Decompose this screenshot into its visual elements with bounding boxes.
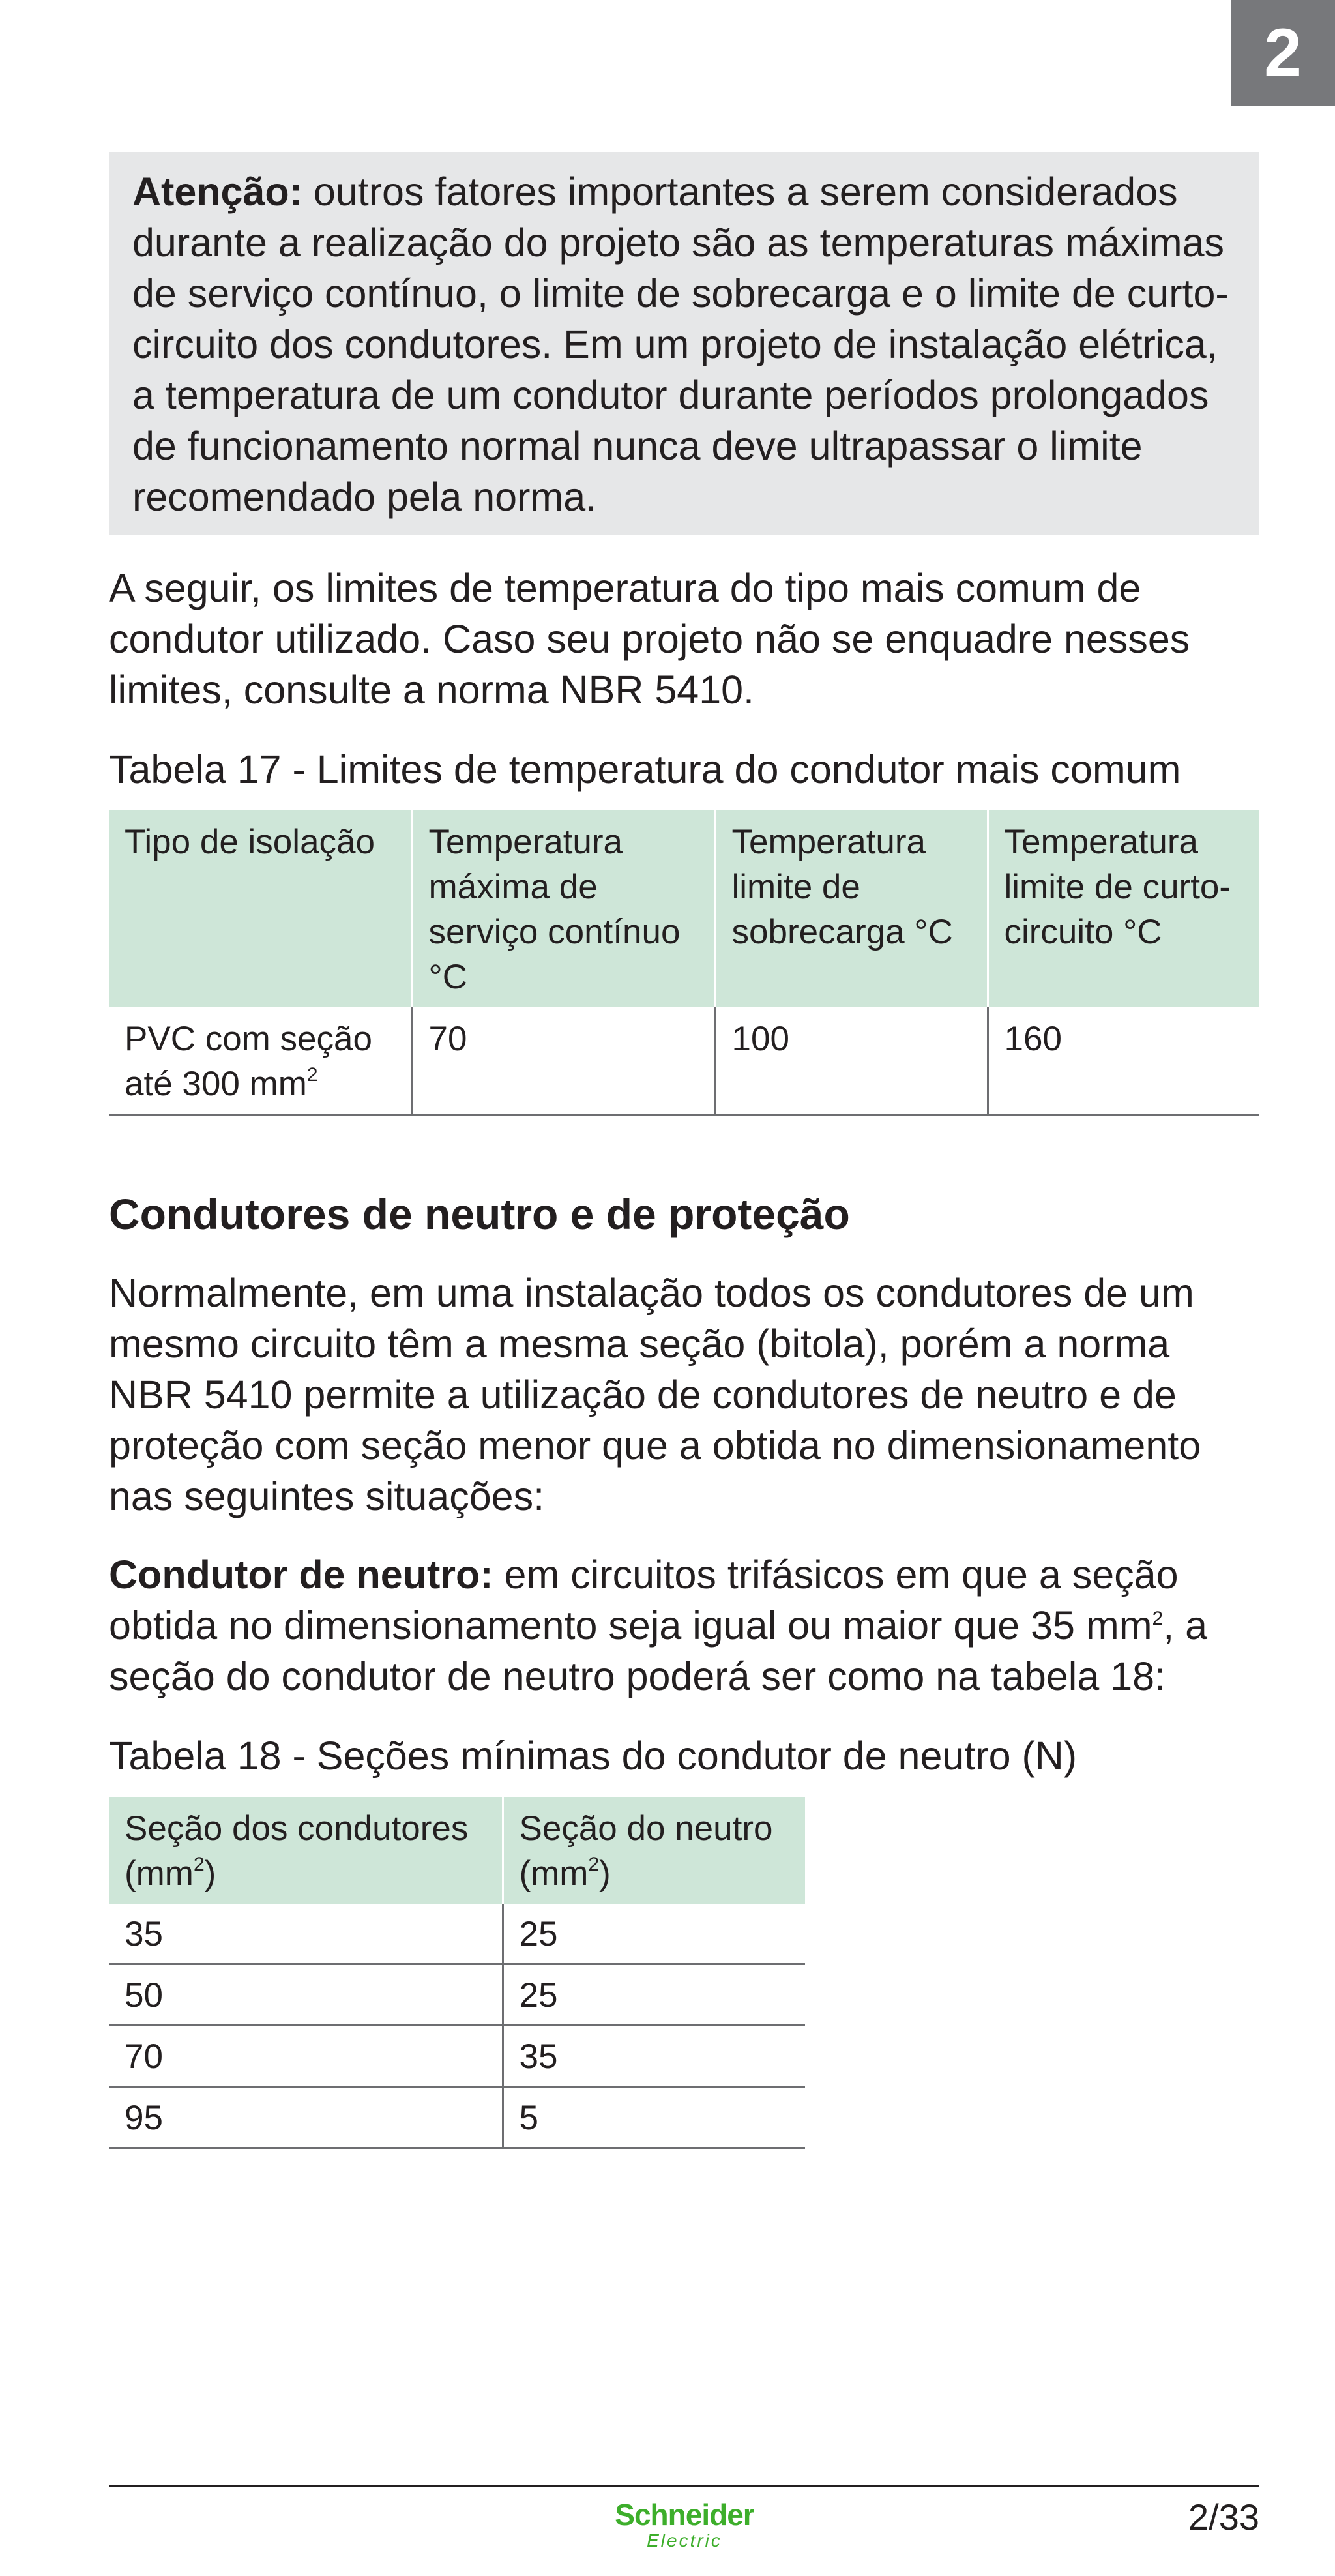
attention-text: outros fatores importantes a serem considerados durante a realização do projeto são as temperaturas máximas de serviço contínuo, o limite de sobrecarga e o limite de curto-circuito dos condutores. Em um projeto de instalação elétrica, a temperatura de um condutor durante períodos prolongados de funcionamento normal nunca deve ultrapassar o limite recomendado pela norma. xyxy=(132,170,1229,519)
header-neutral-section: Seção do neutro $(mm^2)$ xyxy=(503,1797,805,1904)
table17-caption: Tabela 17 - Limites de temperatura do condutor mais comum xyxy=(109,747,1181,792)
cell-overload: 100 xyxy=(715,1007,988,1116)
table18-caption: Tabela 18 - Seções mínimas do condutor de neutro (N) xyxy=(109,1734,1078,1778)
page-number: 2/33 xyxy=(1188,2496,1259,2538)
cell-insulation: PVC com seção até 300 $mm^2$ xyxy=(125,1020,372,1103)
cell-continuous: 70 xyxy=(412,1007,715,1116)
page-content xyxy=(109,152,1259,2149)
header-short-circuit-temp: Temperatura limite de curto-circuito °C xyxy=(988,810,1259,1007)
intro-paragraph: A seguir, os limites de temperatura do tipo mais comum de condutor utilizado. Caso seu projeto não se enquadre nesses limites, consulte a norma NBR 5410. xyxy=(109,566,1190,712)
table-row: 70 35 xyxy=(109,2026,805,2087)
neutral-sections-table xyxy=(109,1797,805,2149)
temperature-limits-table xyxy=(109,810,1259,1116)
header-overload-temp: Temperatura limite de sobrecarga °C xyxy=(715,810,988,1007)
chapter-tab: 2 xyxy=(1231,0,1335,106)
neutral-protection-paragraph: Normalmente, em uma instalação todos os condutores de um mesmo circuito têm a mesma seção (bitola), porém a norma NBR 5410 permite a utilização de condutores de neutro e de proteção com seção menor que a obtida no dimensionamento nas seguintes situações: xyxy=(109,1271,1201,1518)
header-insulation: Tipo de isolação xyxy=(125,823,375,861)
cell-short-circuit: 160 xyxy=(988,1007,1259,1116)
table-row: 35 25 xyxy=(109,1904,805,1964)
logo-sub: Electric xyxy=(647,2530,722,2551)
table-row: 95 5 xyxy=(109,2087,805,2148)
schneider-electric-logo xyxy=(606,2498,763,2551)
table-row xyxy=(109,1007,1259,1116)
table-header-row xyxy=(109,810,1259,1007)
table-header-row xyxy=(109,1797,805,1904)
table-row: 50 25 xyxy=(109,1964,805,2026)
logo-brand: Schneider xyxy=(615,2498,754,2532)
footer-divider xyxy=(109,2485,1259,2487)
section-heading: Condutores de neutro e de proteção xyxy=(109,1190,850,1238)
neutral-conductor-paragraph: Condutor de neutro: em circuitos trifásicos em que a seção obtida no dimensionamento seja igual ou maior que 35 $mm^2$, a seção do condutor de neutro poderá ser como na tabela 18: xyxy=(109,1552,1208,1698)
attention-label: Atenção: xyxy=(132,170,302,214)
attention-box xyxy=(109,152,1259,535)
header-continuous-temp: Temperatura máxima de serviço contínuo °C xyxy=(412,810,715,1007)
header-conductor-section: Seção dos condutores $(mm^2)$ xyxy=(125,1809,469,1893)
